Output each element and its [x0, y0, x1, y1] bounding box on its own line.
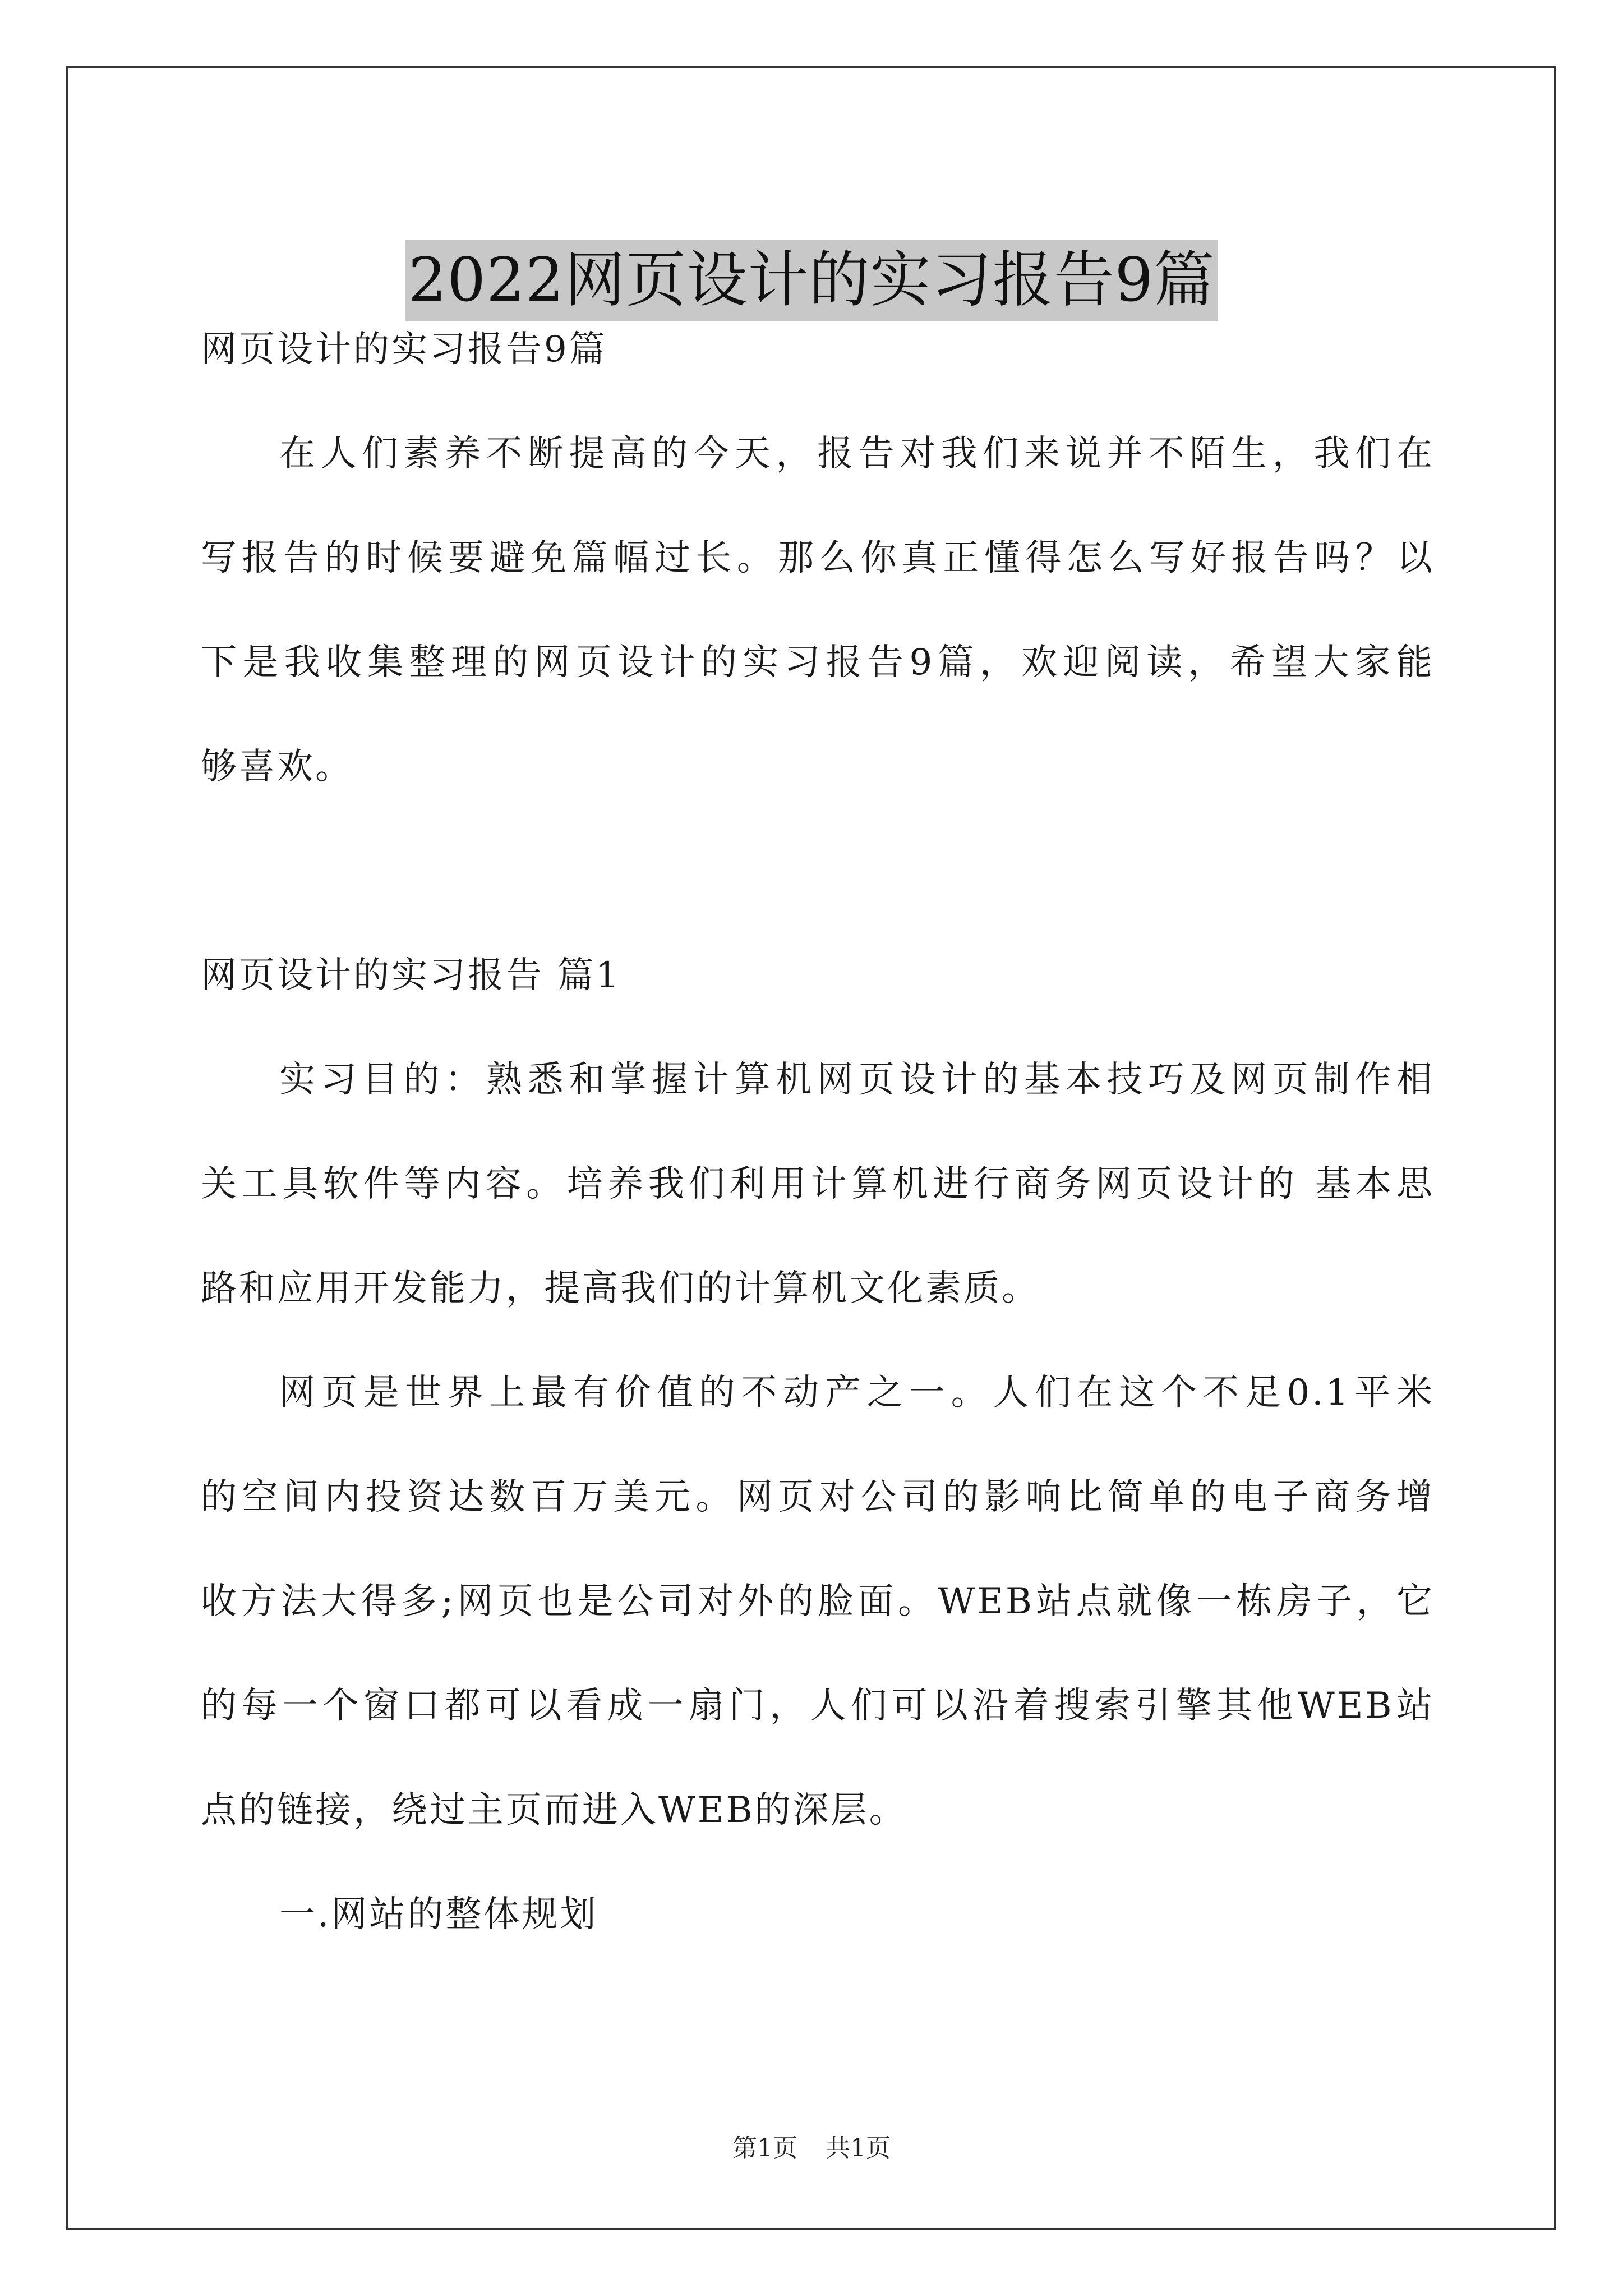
- text-line: 网页是世界上最有价值的不动产之一。人们在这个不足0.1平米: [279, 1372, 1435, 1414]
- text-line: 关工具软件等内容。培养我们利用计算机进行商务网页设计的 基本思: [201, 1163, 1435, 1205]
- text-line: 下是我收集整理的网页设计的实习报告9篇，欢迎阅读，希望大家能: [201, 642, 1435, 683]
- text-line: 点的链接，绕过主页而进入WEB的深层。: [201, 1789, 907, 1831]
- text-line: 实习目的：熟悉和掌握计算机网页设计的基本技巧及网页制作相: [279, 1059, 1435, 1101]
- text-line: 网页设计的实习报告9篇: [201, 329, 607, 370]
- text-line: 在人们素养不断提高的今天，报告对我们来说并不陌生，我们在: [279, 433, 1435, 475]
- text-line: 一.网站的整体规划: [279, 1894, 598, 1935]
- text-line: 写报告的时候要避免篇幅过长。那么你真正懂得怎么写好报告吗？以: [201, 537, 1435, 579]
- text-line: 的空间内投资达数百万美元。网页对公司的影响比简单的电子商务增: [201, 1476, 1435, 1518]
- document-title: 2022网页设计的实习报告9篇: [405, 240, 1219, 321]
- page-number-current: 第1页: [732, 2134, 797, 2162]
- text-line: 网页设计的实习报告 篇1: [201, 955, 621, 996]
- text-line: 的每一个窗口都可以看成一扇门，人们可以沿着搜索引擎其他WEB站: [201, 1685, 1435, 1727]
- paragraph-gap: [201, 819, 1435, 923]
- text-line: 路和应用开发能力，提高我们的计算机文化素质。: [201, 1268, 1040, 1309]
- document-body: [201, 297, 1435, 1967]
- page-number-total: 共1页: [826, 2134, 891, 2162]
- text-line: 够喜欢。: [201, 746, 353, 788]
- text-line: 收方法大得多;网页也是公司对外的脸面。WEB站点就像一栋房子，它: [201, 1581, 1435, 1622]
- page-footer: [0, 2132, 1623, 2165]
